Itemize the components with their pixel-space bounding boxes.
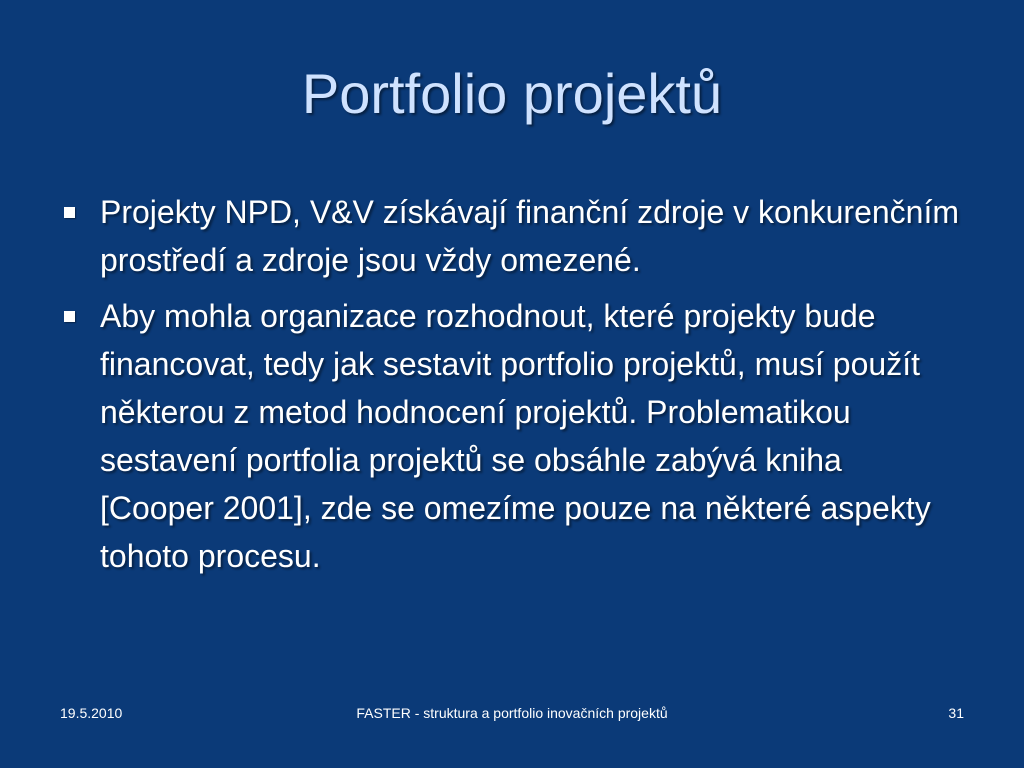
bullet-item — [60, 292, 960, 580]
footer-title: FASTER - struktura a portfolio inovačních projektů — [356, 705, 668, 721]
slide-title: Portfolio projektů — [301, 62, 723, 125]
bullet-list — [60, 188, 960, 588]
square-bullet-icon — [64, 311, 75, 322]
bullet-item — [60, 188, 960, 284]
square-bullet-icon — [64, 207, 75, 218]
page-number: 31 — [948, 705, 964, 721]
bullet-text: Projekty NPD, V&V získávají finanční zdroje v konkurenčním prostředí a zdroje jsou vždy omezené. — [100, 194, 960, 278]
bullet-text: Aby mohla organizace rozhodnout, které projekty bude financovat, tedy jak sestavit portfolio projektů, musí použít některou z metod hodnocení projektů. Problematikou sestavení portfolia projektů se obsáhle zabývá kniha [Cooper 2001], zde se omezíme pouze na některé aspekty tohoto procesu. — [100, 298, 931, 574]
footer-date: 19.5.2010 — [60, 705, 123, 721]
